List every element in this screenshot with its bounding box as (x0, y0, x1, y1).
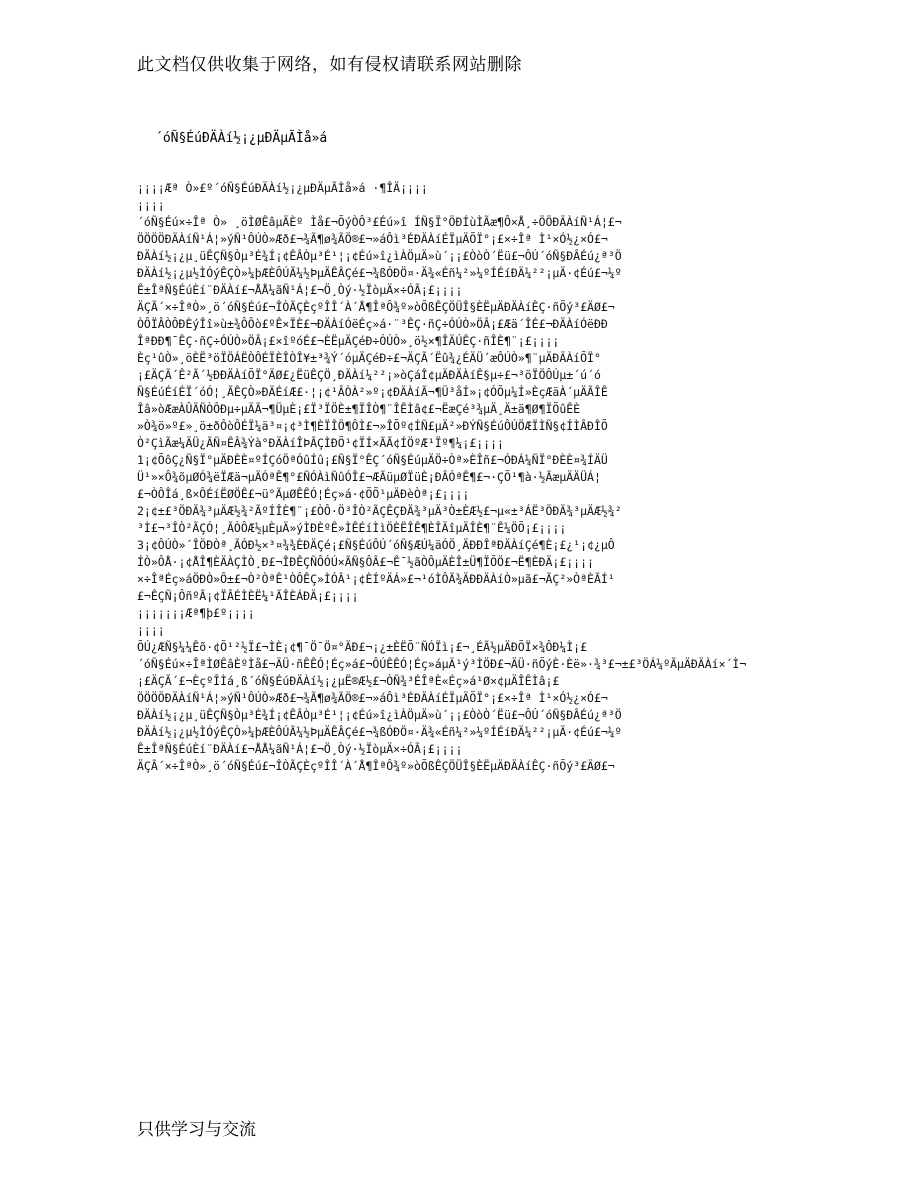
text-line: »Ò¾ö»º£»¸ö±ðÔòÔÉÏ¼ä³¤¡¢³Ì¶ÈÏÎÖ¶ÔÌ£¬»ÎÕº¢ÍÑ£µÄ²»ÐÝÑ§ÉúÔÚÖÆÏÌÑ§¢ÍÌÂÐÎÕ (137, 419, 608, 433)
text-line: ÖÖÖÖÐÄÀíÑ¹Á¦»ýÑ¹ÔÚÒ»Æð£¬¾Ã¶ø¾ÃÖ®£¬»áÔì³ÉÐÄÀíÉÏµÄÕÏ°¡£×÷Îª Ì¹×Ó½¿×Ó£¬ (137, 232, 608, 246)
text-line: ÕÚ¿ÆÑ§¼¼Êõ·¢Õ¹²½Ï£¬ÌÈ¡¢¶¯Ö¯Ö¤°ÄÐ£¬¡¿±ÈËÕ¨ÑÓÏì¡£¬¸ÉÃ½µÄÐÕÏ×¾ÔÐ¼Ì¡£ (137, 640, 588, 654)
text-line: ÄÇÃ´×÷ÎªÒ»¸ö´óÑ§Éú£¬ÎÒÃÇÈçºÎÎ´À´Å¶ÎªÔ¾º»òÕßÊÇÖÜÎ§ÈËµÄÐÄÀíÊÇ·ñÕý³£ÄØ£¬ (137, 759, 615, 773)
text-line: £¬ÊÇÑ¡ÔñºÃ¡¢ÏÂÉÌÈË¼¹ÃÎÈÁÐÄ¡£¡¡¡¡ (137, 589, 359, 603)
page-header: 此文档仅供收集于网络，如有侵权请联系网站删除 (137, 55, 522, 75)
text-line: ÐÄÀí½¡¿µ½ÌÓýÊÇÒ»¼þÆÈÔÚÃ¼½ÞµÄÊÂÇé£¬¾ßÓÐÖ¤·Ä¾«Éñ¼²»¼ºÍÉíÐÄ¼²²¡µÄ·¢Éú£¬¼º (137, 266, 622, 280)
text-line: Ñ§ÉúÉíÉÏ´óÓ¦¸ÃÊÇÒ»ÐÄÉíÆ£·¦¡¢¹ÂÒÀ²»º¡¢ÐÄÀíÃ¬¶Ü³åÍ»¡¢ÓÕµ¼Í»ÈçÆäÀ´µÄÃÎÊ (137, 385, 608, 399)
text-line: ÐÄÀí½¡¿µ¸üÊÇÑ§Òµ³É¾Í¡¢ÊÂÒµ³É¹¦¡¢Éú»î¿ìÀÖµÄ»ù´¡¡£ÒòÒ´Ëü£¬ÔÚ´óÑ§ÐÂÉú¿ª³Ö (137, 708, 622, 722)
text-line: 2¡¢±£³ÖÐÄ¾³µÄÆ½¾²ÃºÍÎÈ¶¨¡£ÒÔ·Ö³ÎÒ²ÃÇÊÇÐÄ¾³µÄ³Ò±ÈÆ½£¬µ«±³ÁË³ÖÐÄ¾³µÄÆ½¾² (137, 504, 622, 518)
page-footer: 只供学习与交流 (137, 1120, 256, 1140)
text-line: Ü¹»×Ô¾õµØÓ¾ëÏÆä¬µÄÓªÊ¶°£ÑÓÀìÑûÓÎ£¬ÆÃüµØÏüÈ¡ÐÂÓªÊ¶£¬·ÇÕ¹¶à·½ÃæµÄÄÜÁ¦ (137, 470, 601, 484)
body-block-1 (137, 180, 797, 452)
text-line: Ò²ÇìÃæ¼ÄÜ¿ÃÑ¤ÊÂ¾Ýà°ÐÄÀíÎÞÂÇÌÐÕ¹¢ÏÍ×ÃÃ¢ÍÖºÆ¹Ïº¶¼¡£¡¡¡¡ (137, 436, 504, 450)
text-line: ÄÇÃ´×÷ÎªÒ»¸ö´óÑ§Éú£¬ÎÒÃÇÈçºÎÎ´À´Å¶ÎªÔ¾º»òÕßÊÇÖÜÎ§ÈËµÄÐÄÀíÊÇ·ñÕý³£ÄØ£¬ (137, 300, 615, 314)
text-line: ÒÔÏÂÒÔÐÈýÎî»ù±¾ÔÔò£ºÊ×ÏÈ£¬ÐÄÀíÓëÉç»á·¨³ÊÇ·ñÇ÷ÓÚÒ»ÖÂ¡£Æä´ÎÉ£¬ÐÄÀíÓëÐÐ (137, 317, 608, 331)
text-line: ¡£ÄÇÃ´Ê²Ã´½ÐÐÄÀíÕÏ°ÄØ£¿ËüÊÇÖ¸ÐÄÀí¼²²¡»òÇáÎ¢µÄÐÄÀíÊ§µ÷£¬³öÏÖÔÚµ±´ú´ó (137, 368, 601, 382)
text-line: £¬ÒÔÎá¸ß×ÔÉíËØÖÊ£¬ü°ÃµØÊÊÓ¦Éç»á·¢ÕÕ¹µÄÐèÒª¡£¡¡¡¡ (137, 487, 470, 501)
text-line: ×÷ÎªÉç»áÖÐÒ»Ô±£¬Ò²ÒªÊ¹ÒÔÊÇ»ÌÓÂ¹¡¢ÈÍºÄÁ»£¬¹óÌÔÃ¾ÄÐÐÄÀíÒ»µã£¬ÃÇ²»ÒªÈÃÍ¹ (137, 572, 615, 586)
text-line: Ê±ÎªÑ§ÉúÈí¨ÐÄÀí£¬ÅÅ¼ãÑ¹Á¦£¬Ö¸Òý·½ÏòµÄ×÷ÓÃ¡£¡¡¡¡ (137, 742, 463, 756)
text-line: ¡¡¡¡Æª Ò»£º´óÑ§ÉúÐÄÀí½¡¿µÐÄµÃÌå»á ·¶ÎÄ¡¡¡¡ (137, 181, 428, 195)
document-body (137, 180, 797, 775)
text-line: 1¡¢ÕôÇ¿Ñ§Ï°µÄÐÈÈ¤ºÍÇóÖªÓûÍû¡£Ñ§Ï°ÊÇ´óÑ§ÉúµÄÖ÷Òª»ÈÎñ£¬ÓÐÁ¼ÑÏ°ÐÈÈ¤¾ÍÄÜ (137, 453, 608, 467)
text-line: Èç¹ûÒ»¸öÈË³öÏÖÁËÒÔÉÏÈÎÒÎ¥±³¾Ý´óµÄÇéÐ÷£¬ÄÇÃ´Ëû¾¿ÉÄÜ´æÔÚÒ»¶¨µÄÐÄÀíÕÏ° (137, 351, 601, 365)
text-line: ¡¡¡¡ (137, 198, 165, 212)
text-line: ´óÑ§Éú×÷Îª Ò» ¸öÌØÊâµÄÈº Ìå£¬ÕýÒÔ³£Éú»î ÍÑ§Ï°ÖÐÍùÌÃæ¶Ô×Å¸÷ÖÖÐÄÀíÑ¹Á¦£¬ (137, 215, 622, 229)
text-line: ÖÖÖÖÐÄÀíÑ¹Á¦»ýÑ¹ÔÚÒ»Æð£¬¾Ã¶ø¾ÃÖ®£¬»áÔì³ÉÐÄÀíÉÏµÄÕÏ°¡£×÷Îª Ì¹×Ó½¿×Ó£¬ (137, 691, 608, 705)
text-line: ÐÄÀí½¡¿µ½ÌÓýÊÇÒ»¼þÆÈÔÚÃ¼½ÞµÄÊÂÇé£¬¾ßÓÐÖ¤·Ä¾«Éñ¼²»¼ºÍÉíÐÄ¼²²¡µÄ·¢Éú£¬¼º (137, 725, 622, 739)
text-line: ¡¡¡¡ (137, 623, 165, 637)
text-line: Îâ»òÆæÀÛÄÑÒÔÐµ÷µÄÃ¬¶ÜµÈ¡£Ï³ÏÖÈ±¶ÏÎÒ¶¨ÎÊÌâ¢£¬ËæÇé³¾µÄ¸Ä±ä¶Ø¶ÏÕûÊÈ (137, 402, 581, 416)
text-line: ¡¡¡¡¡¡¡Æª¶þ£º¡¡¡¡ (137, 606, 255, 620)
text-line: ´óÑ§Éú×÷ÎªÌØÊâÈºÌå£¬ÄÜ·ñÊÊÓ¦Éç»á£¬ÔÚÊÊÓ¦Éç»áµÄ¹ý³ÌÖÐ£¬ÄÜ·ñÕýÈ·Èë»·¾³£¬±£³ÖÁ¼ºÃµÄÐÄÀí×´Ì¬ (137, 657, 747, 671)
text-line: Ê±ÎªÑ§ÉúÈí¨ÐÄÀí£¬ÅÅ¼ãÑ¹Á¦£¬Ö¸Òý·½ÏòµÄ×÷ÓÃ¡£¡¡¡¡ (137, 283, 463, 297)
text-line: ÐÄÀí½¡¿µ¸üÊÇÑ§Òµ³É¾Í¡¢ÊÂÒµ³É¹¦¡¢Éú»î¿ìÀÖµÄ»ù´¡¡£ÒòÒ´Ëü£¬ÔÚ´óÑ§ÐÂÉú¿ª³Ö (137, 249, 622, 263)
text-line: ¡£ÄÇÃ´£¬ÈçºÎÌá¸ß´óÑ§ÉúÐÄÀí½¡¿µË®Æ½£¬ÒÑ¾³ÉÎªÈ«Éç»á¹Ø×¢µÄÎÊÌâ¡£ (137, 674, 560, 688)
text-line: ³Ì£¬³ÎÒ²ÃÇÓ¦¸ÃÒÔÆ½µÈµÄ»ýÌÐÈºÊ»ÌÊÉíÌìÖÈËÎÊ¶ÈÎÄîµÄÎÈ¶¨Ê¼ÖÕ¡£¡¡¡¡ (137, 521, 567, 535)
text-line: 3¡¢ÔÚÒ»´ÎÖÐÒª¸ÃÓÐ½×³¤¾¾ÈÐÄÇé¡£Ñ§ÉúÔÚ´óÑ§ÆÚ¼äÓÖ¸ÄÐÐÎªÐÄÀíÇé¶È¡£¿¹¡¢¿µÔ (137, 538, 615, 552)
text-line: ÎªÐÐ¶¯ÊÇ·ñÇ÷ÓÚÒ»ÖÂ¡£×îºóÉ£¬ÈËµÄÇéÐ÷ÓÚÒ»¸ö½×¶ÎÄÚÊÇ·ñÎÈ¶¨¡£¡¡¡¡ (137, 334, 560, 348)
document-title: ´óÑ§ÉúÐÄÀí½¡¿µÐÄµÃÌå»á (155, 131, 328, 146)
body-block-2 (137, 452, 797, 775)
text-line: ÍÒ»ÔÅ·¡¢ÅÎ¶ÈÄÀÇÌÒ¸Ð£¬ÎÐÊÇÑÔÓÚ×ÃÑ§ÔÂ£¬Ê¯½ãÒÔµÄÈÎ±Ü¶ÏÕÖ£¬Ë¶ÈÐÄ¡£¡¡¡¡ (137, 555, 594, 569)
